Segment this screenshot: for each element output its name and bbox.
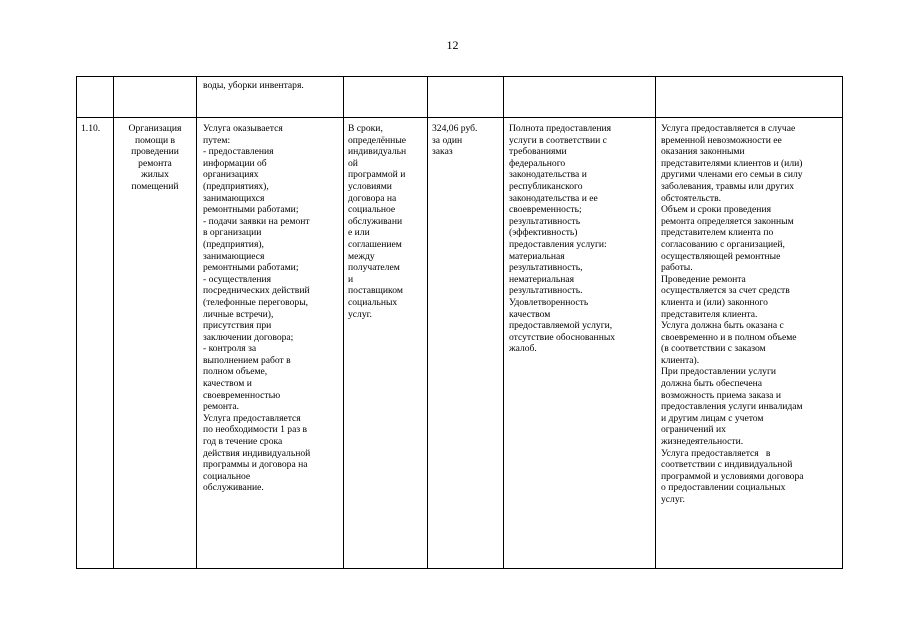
col-border: [196, 76, 197, 569]
row-separator: [76, 117, 843, 118]
cell-service-continued: воды, уборки инвентаря.: [203, 80, 304, 91]
cell-service-name: Организация помощи в проведении ремонта жилых помещений: [128, 123, 182, 192]
cell-service-terms: В сроки, определённые индивидуальн ой программой и условиями договора на социальное обслуживани е или соглашением между получателем и поставщиком социальных услуг.: [348, 123, 407, 320]
cell-quality-indicators: Полнота предоставления услуги в соответствии с требованиями федерального законодательства и республиканского законодательства и ее своевременность; результативность (эффективность) предоставления услуги: материальная результативность, нематериальная результативность. Удовлетворенность качеством предоставляемой услуги, отсутствие обоснованных жалоб.: [509, 123, 616, 355]
col-border: [427, 76, 428, 569]
cell-row-number: 1.10.: [81, 123, 101, 134]
col-border: [655, 76, 656, 569]
cell-service-price: 324,06 руб. за один заказ: [432, 123, 478, 158]
page-number: 12: [446, 38, 459, 52]
table-border-top: [76, 76, 843, 77]
col-border: [343, 76, 344, 569]
table-border-bottom: [76, 568, 843, 569]
col-border: [76, 76, 77, 569]
col-border: [113, 76, 114, 569]
cell-service-conditions: Услуга предоставляется в случае временной невозможности ее оказания законными представителями клиентов и (или) другими членами его семьи в силу заболевания, травмы или других обстоятельств. Объем и сроки проведения ремонта определяется законным представителем клиента по согласованию с организацией, осуществляющей ремонтные работы. Проведение ремонта осуществляется за счет средств клиента и (или) законного представителя клиента. Услуга должна быть оказана с своевременно и в полном объеме (в соответствии с заказом клиента). При предоставлении услуги должна быть обеспечена возможность приема заказа и предоставления услуги инвалидам и другим лицам с учетом ограничений их жизнедеятельности. Услуга предоставляется в соответствии с индивидуальной программой и условиями договора о предоставлении социальных услуг.: [661, 123, 804, 505]
cell-service-description: Услуга оказывается путем: - предоставления информации об организациях (предприятиях), занимающихся ремонтными работами; - подачи заявки на ремонт в организации (предприятия), занимающиеся ремонтными работами; - осуществления посреднических действий (телефонные переговоры, личные встречи), присутствия при заключении договора; - контроля за выполнением работ в полном объеме, качеством и своевременностью ремонта. Услуга предоставляется по необходимости 1 раз в год в течение срока действия индивидуальной программы и договора на социальное обслуживание.: [203, 123, 311, 494]
col-border: [842, 76, 843, 569]
col-border: [503, 76, 504, 569]
